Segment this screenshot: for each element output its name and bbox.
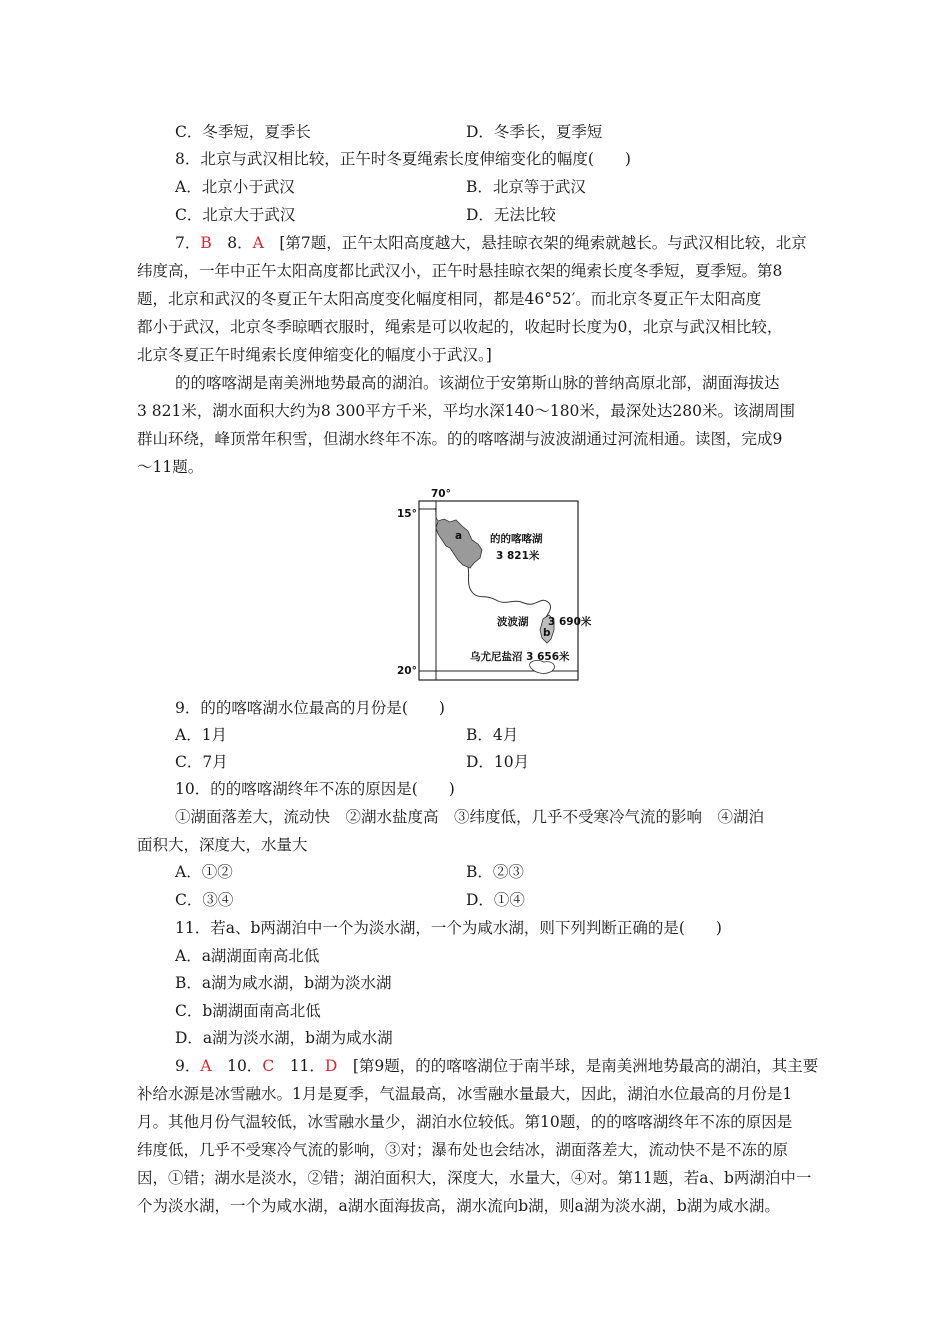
q8-option-d: D．无法比较 — [466, 206, 556, 224]
answer-7-8-first-line — [175, 233, 807, 253]
q8-option-a: A．北京小于武汉 — [175, 178, 295, 196]
passage-line: 群山环绕，峰顶常年积雪，但湖水终年不冻。的的喀喀湖与波波湖通过河流相通。读图，完成9 — [137, 430, 783, 448]
q10-stem: 10．的的喀喀湖终年不冻的原因是( ) — [175, 780, 455, 798]
q10-option-b: B．②③ — [466, 863, 524, 881]
q10-items-line: 面积大，深度大，水量大 — [137, 836, 308, 854]
q10-option-c: C．③④ — [175, 891, 234, 909]
q9-option-a: A．1月 — [175, 726, 228, 744]
q10-items-line: ①湖面落差大，流动快 ②湖水盐度高 ③纬度低，几乎不受寒冷气流的影响 ④湖泊 — [175, 808, 765, 826]
lake-b-letter: b — [543, 627, 551, 639]
q9-option-c: C．7月 — [175, 753, 228, 771]
q11-option-d: D．a湖为淡水湖，b湖为咸水湖 — [175, 1029, 393, 1047]
answer-explanation-line: [第7题，正午太阳高度越大，悬挂晾衣架的绳索就越长。与武汉相比较，北京 — [263, 234, 807, 252]
q8-option-b: B．北京等于武汉 — [466, 178, 586, 196]
salt-flat-label: 乌尤尼盐沼 3 656米 — [470, 651, 570, 663]
q8-option-c: C．北京大于武汉 — [175, 206, 296, 224]
lake-a-titicaca — [436, 519, 482, 568]
q10-option-a: A．①② — [175, 863, 233, 881]
latitude-bottom-label: 20° — [397, 665, 417, 677]
q11-stem: 11．若a、b两湖泊中一个为淡水湖，一个为咸水湖，则下列判断正确的是( ) — [175, 919, 722, 937]
answer-8-prefix: 8． — [211, 234, 253, 252]
lake-a-letter: a — [455, 530, 463, 542]
answer-explanation-line: 月。其他月份气温较低，冰雪融水量少，湖泊水位较低。第10题，的的喀喀湖终年不冻的原因是 — [137, 1113, 793, 1131]
answer-explanation-line: 北京冬夏正午时绳索长度伸缩变化的幅度小于武汉。] — [137, 346, 492, 364]
answer-10-choice: C — [262, 1057, 275, 1075]
q9-option-b: B．4月 — [466, 726, 519, 744]
answer-7-prefix: 7． — [175, 234, 201, 252]
longitude-label: 70° — [431, 488, 451, 500]
answer-explanation-line: 纬度高，一年中正午太阳高度都比武汉小，正午时悬挂晾衣架的绳索长度冬季短，夏季短。第8 — [137, 262, 783, 280]
connecting-river — [468, 567, 551, 620]
passage-line: 的的喀喀湖是南美洲地势最高的湖泊。该湖位于安第斯山脉的普纳高原北部，湖面海拔达 — [175, 374, 780, 392]
answer-11-choice: D — [324, 1057, 338, 1075]
answer-explanation-line: [第9题，的的喀喀湖位于南半球，是南美洲地势最高的湖泊，其主要 — [337, 1057, 819, 1075]
lake-map-figure — [388, 484, 598, 694]
answer-8-choice: A — [252, 234, 264, 252]
q7-option-c: C．冬季短，夏季长 — [175, 123, 311, 141]
answer-explanation-line: 个为淡水湖，一个为咸水湖，a湖水面海拔高，湖水流向b湖，则a湖为淡水湖，b湖为咸水湖。 — [137, 1197, 780, 1215]
lake-a-name-label: 的的喀喀湖 — [490, 533, 543, 545]
answer-7-choice: B — [200, 234, 212, 252]
answer-explanation-line: 题，北京和武汉的冬夏正午太阳高度变化幅度相同，都是46°52′。而北京冬夏正午太阳高度 — [137, 290, 762, 308]
answer-9-11-first-line — [175, 1056, 818, 1076]
q11-option-a: A．a湖湖面南高北低 — [175, 947, 320, 965]
q11-option-b: B．a湖为咸水湖，b湖为淡水湖 — [175, 974, 392, 992]
answer-explanation-line: 因，①错；湖水是淡水，②错；湖泊面积大，深度大，水量大，④对。第11题，若a、b两湖泊中一 — [137, 1169, 812, 1187]
answer-explanation-line: 都小于武汉，北京冬季晾晒衣服时，绳索是可以收起的，收起时长度为0，北京与武汉相比较， — [137, 318, 783, 336]
q9-stem: 9．的的喀喀湖水位最高的月份是( ) — [175, 699, 445, 717]
q10-option-d: D．①④ — [466, 891, 525, 909]
lake-map — [388, 484, 598, 694]
answer-explanation-line: 补给水源是冰雪融水。1月是夏季，气温最高，冰雪融水量最大，因此，湖泊水位最高的月份是1 — [137, 1085, 793, 1103]
latitude-top-label: 15° — [397, 508, 417, 520]
passage-line: 3 821米，湖水面积大约为8 300平方千米，平均水深140～180米，最深处达280米。该湖周围 — [137, 402, 796, 420]
q9-option-d: D．10月 — [466, 753, 530, 771]
lake-b-name-label: 波波湖 — [497, 616, 529, 628]
q8-stem: 8．北京与武汉相比较，正午时冬夏绳索长度伸缩变化的幅度( ) — [175, 150, 631, 168]
answer-9-choice: A — [200, 1057, 212, 1075]
passage-line: ～11题。 — [137, 458, 204, 476]
q11-option-c: C．b湖湖面南高北低 — [175, 1002, 321, 1020]
q7-option-d: D．冬季长，夏季短 — [466, 123, 603, 141]
answer-10-prefix: 10． — [211, 1057, 263, 1075]
answer-11-prefix: 11． — [274, 1057, 325, 1075]
lake-a-elevation-label: 3 821米 — [496, 550, 540, 562]
lake-b-elevation-label: 3 690米 — [548, 616, 592, 628]
answer-9-prefix: 9． — [175, 1057, 201, 1075]
answer-explanation-line: 纬度低，几乎不受寒冷气流的影响，③对；瀑布处也会结冰，湖面落差大，流动快不是不冻的原 — [137, 1141, 789, 1159]
